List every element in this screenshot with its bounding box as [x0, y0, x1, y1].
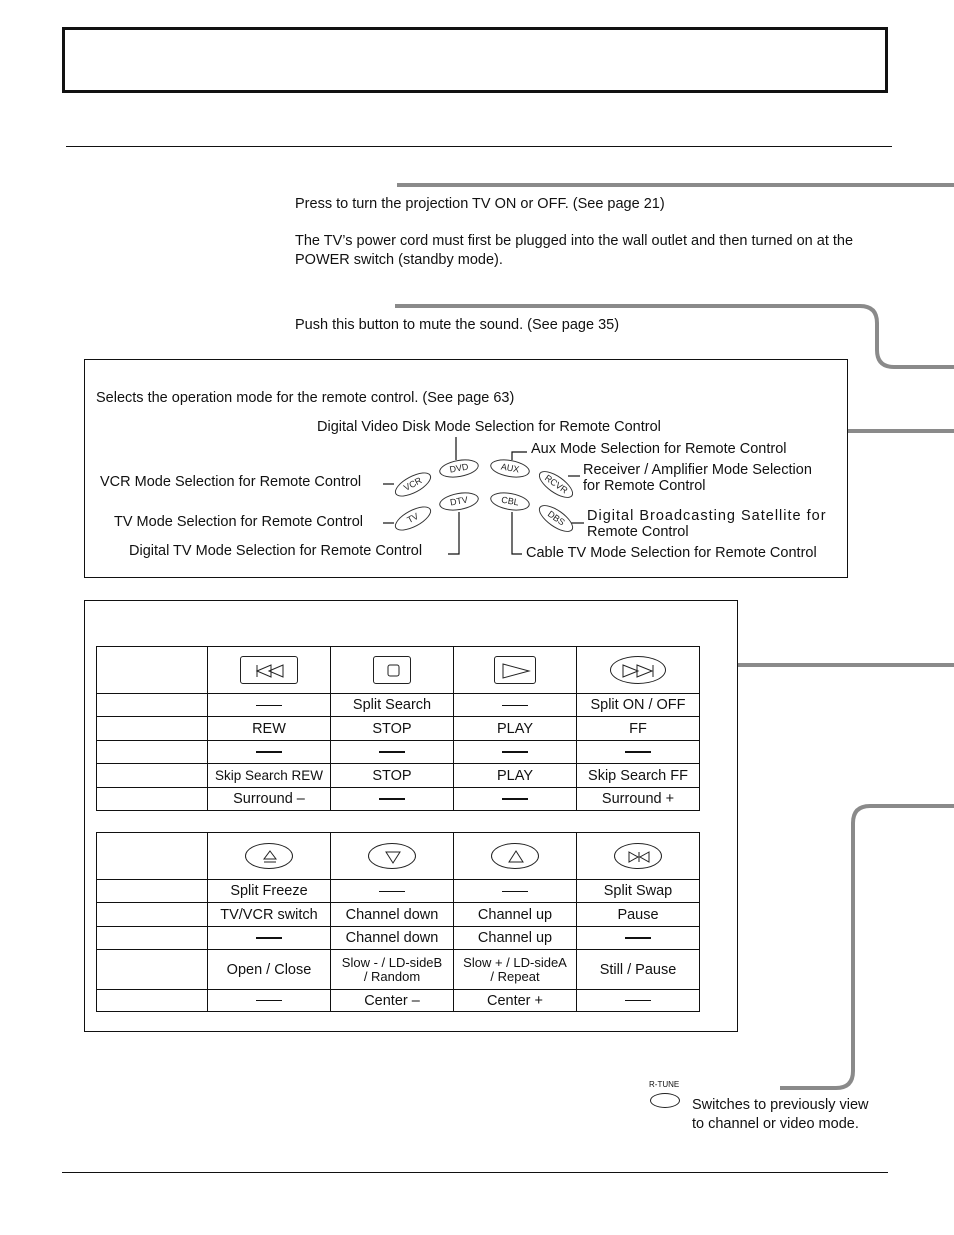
rcvr-mode-label-2: for Remote Control [583, 478, 706, 494]
table-cell: Split ON / OFF [577, 694, 700, 717]
channel-button-table [96, 832, 700, 1012]
table-cell: Surround – [208, 788, 331, 811]
fast-forward-icon [611, 657, 667, 685]
tv-mode-button[interactable]: TV [391, 502, 434, 536]
table-cell: Surround + [577, 788, 700, 811]
empty-dash [502, 891, 528, 892]
table-cell: Center – [331, 990, 454, 1012]
swap-button[interactable] [614, 843, 662, 869]
empty-dash [256, 751, 282, 753]
dvd-mode-label: Digital Video Disk Mode Selection for Remote Control [317, 419, 661, 435]
table-cell: Pause [577, 903, 700, 927]
table-cell: Center + [454, 990, 577, 1012]
empty-dash [379, 751, 405, 753]
empty-dash [625, 937, 651, 939]
rcvr-mode-label-1: Receiver / Amplifier Mode Selection [583, 462, 812, 478]
mode-intro: Selects the operation mode for the remote control. (See page 63) [96, 390, 515, 406]
dtv-mode-label: Digital TV Mode Selection for Remote Control [129, 543, 423, 559]
table-corner-cell [97, 647, 208, 694]
power-note-line2: POWER switch (standby mode). [295, 252, 503, 268]
eject-button[interactable] [245, 843, 293, 869]
stop-icon [374, 657, 412, 685]
dbs-mode-button[interactable]: DBS [535, 500, 578, 537]
tv-mode-label: TV Mode Selection for Remote Control [114, 514, 364, 530]
table-cell: FF [577, 717, 700, 741]
dbs-mode-label-1: Digital Broadcasting Satellite for [587, 508, 827, 524]
empty-dash [502, 705, 528, 706]
dbs-mode-label-2: Remote Control [587, 524, 689, 540]
rtune-description-line1: Switches to previously view [692, 1097, 869, 1113]
table-cell: Channel down [331, 927, 454, 950]
power-description: Press to turn the projection TV ON or OFF. (See page 21) [295, 196, 665, 212]
aux-mode-button[interactable]: AUX [489, 457, 531, 481]
play-button[interactable] [494, 656, 536, 684]
empty-dash [625, 751, 651, 753]
table-cell: Slow + / LD-sideA [463, 954, 567, 970]
channel-down-icon [369, 844, 417, 870]
rewind-button[interactable] [240, 656, 298, 684]
table-cell: Split Search [331, 694, 454, 717]
table-cell: Split Freeze [208, 880, 331, 903]
empty-dash [256, 1000, 282, 1002]
empty-dash [256, 705, 282, 706]
table-cell: STOP [331, 717, 454, 741]
power-note-line1: The TV’s power cord must first be plugged into the wall outlet and then turned on at the [295, 233, 854, 249]
table-cell: PLAY [454, 764, 577, 788]
swap-icon [615, 844, 663, 870]
empty-dash [625, 1000, 651, 1002]
table-cell: Channel up [454, 927, 577, 950]
table-cell: Still / Pause [577, 950, 700, 990]
table-cell: REW [208, 717, 331, 741]
empty-dash [379, 891, 405, 892]
table-cell: Skip Search FF [577, 764, 700, 788]
table-cell-line2: / Repeat [490, 968, 540, 984]
dtv-mode-button[interactable]: DTV [438, 490, 480, 514]
play-icon [495, 657, 537, 685]
table-cell: Skip Search REW [208, 764, 331, 788]
table-cell: Channel down [331, 903, 454, 927]
transport-button-table [96, 646, 700, 811]
empty-dash [502, 751, 528, 753]
vcr-mode-label: VCR Mode Selection for Remote Control [100, 474, 362, 490]
empty-dash [502, 798, 528, 800]
channel-down-button[interactable] [368, 843, 416, 869]
table-cell: STOP [331, 764, 454, 788]
rewind-icon [241, 657, 299, 685]
table-cell-line2: / Random [363, 968, 421, 984]
rcvr-mode-button[interactable]: RCVR [535, 466, 578, 503]
table-cell: PLAY [454, 717, 577, 741]
rtune-label: R-TUNE [649, 1080, 680, 1089]
table-cell: Channel up [454, 903, 577, 927]
table-cell: TV/VCR switch [208, 903, 331, 927]
dvd-mode-button[interactable]: DVD [438, 457, 480, 481]
table-cell: Open / Close [208, 950, 331, 990]
channel-up-icon [492, 844, 540, 870]
stop-button[interactable] [373, 656, 411, 684]
table-cell: Split Swap [577, 880, 700, 903]
aux-mode-label: Aux Mode Selection for Remote Control [531, 441, 787, 457]
empty-dash [256, 937, 282, 939]
fast-forward-button[interactable] [610, 656, 666, 684]
rtune-button[interactable] [650, 1093, 680, 1108]
vcr-mode-button[interactable]: VCR [391, 468, 434, 502]
channel-up-button[interactable] [491, 843, 539, 869]
eject-icon [246, 844, 294, 870]
rtune-description-line2: to channel or video mode. [692, 1116, 859, 1132]
table-corner-cell [97, 833, 208, 880]
table-cell: Slow - / LD-sideB [341, 954, 443, 970]
cbl-mode-button[interactable]: CBL [489, 490, 531, 514]
cbl-mode-label: Cable TV Mode Selection for Remote Control [526, 545, 817, 561]
empty-dash [379, 798, 405, 800]
mute-description: Push this button to mute the sound. (See page 35) [295, 317, 620, 333]
